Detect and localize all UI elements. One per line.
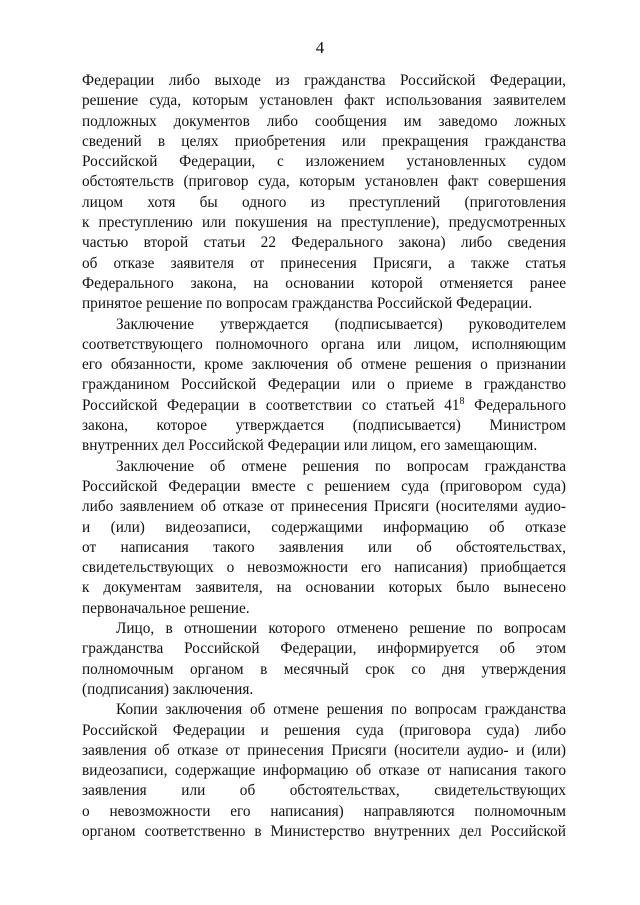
text-line-with-superscript [82,396,566,416]
text-line: соответствующего полномочного органа или лицом, исполняющим [82,335,566,353]
text-line: лицом хотя бы одного из преступлений (приготовления [82,193,566,211]
text-line: от написания такого заявления или об обстоятельствах, [82,538,566,556]
text-fragment: Федерального [464,396,566,414]
paragraph-3 [82,457,566,619]
text-line: Российской Федерации вместе с решением суда (приговором суда) [82,477,566,495]
text-line: Копии заключения об отмене решения по вопросам гражданства [116,701,566,719]
article-superscript: 8 [459,395,465,407]
text-line: Заключение об отмене решения по вопросам гражданства [116,457,566,475]
text-line: внутренних дел Российской Федерации или лицом, его замещающим. [82,437,538,455]
text-line: свидетельствующих о невозможности его написания) приобщается [82,559,566,577]
text-line: первоначальное решение. [82,599,250,617]
paragraph-4 [82,619,566,700]
text-line: сведений в целях приобретения или прекращения гражданства [82,132,566,150]
text-line: органом соответственно в Министерство внутренних дел Российской [82,822,566,840]
text-line: принятое решение по вопросам гражданства Российской Федерации. [82,295,533,313]
text-line: к документам заявителя, на основании которых было вынесено [82,579,566,597]
text-line: либо заявлением об отказе от принесения Присяги (носителями аудио- [82,498,566,516]
text-line: решение суда, которым установлен факт использования заявителем [82,92,566,110]
text-line: к преступлению или покушения на преступление), предусмотренных [82,214,566,232]
text-line: частью второй статьи 22 Федерального закона) либо сведения [82,234,566,252]
paragraph-1 [82,71,566,315]
page-number: 4 [315,38,325,57]
text-line: закона, которое утверждается (подписывается) Министром [82,417,566,435]
paragraph-5 [82,700,566,842]
text-line: заявления или об обстоятельствах, свидетельствующих [82,782,566,800]
text-line: обстоятельств (приговор суда, которым установлен факт совершения [82,173,566,191]
text-line: полномочным органом в месячный срок со дня утверждения [82,660,566,678]
text-line: гражданином Российской Федерации или о приеме в гражданство [82,376,566,394]
text-line: его обязанности, кроме заключения об отмене решения о признании [82,356,566,374]
text-line: Российской Федерации, с изложением установленных судом [82,153,566,171]
text-line: подложных документов либо сообщения им заведомо ложных [82,112,566,130]
paragraph-2 [82,315,566,457]
text-line: гражданства Российской Федерации, информируется об этом [82,640,566,658]
text-line: Заключение утверждается (подписывается) руководителем [116,315,566,333]
text-fragment: Российской Федерации в соответствии со статьей 41 [82,396,460,414]
text-line: Федерации либо выходе из гражданства Российской Федерации, [82,72,566,89]
text-line: (подписания) заключения. [82,680,254,698]
document-body [82,71,566,842]
text-line: и (или) видеозаписи, содержащими информацию об отказе [82,518,566,536]
text-line: Российской Федерации и решения суда (приговора суда) либо [82,721,566,739]
text-line: о невозможности его написания) направляются полномочным [82,802,566,820]
text-line: видеозаписи, содержащие информацию об отказе от написания такого [82,762,566,780]
text-line: Лицо, в отношении которого отменено решение по вопросам [116,620,566,638]
text-line: Федерального закона, на основании которой отменяется ранее [82,274,566,292]
text-line: заявления об отказе от принесения Присяги (носители аудио- и (или) [82,741,566,759]
text-line: об отказе заявителя от принесения Присяги, а также статья [82,254,566,272]
